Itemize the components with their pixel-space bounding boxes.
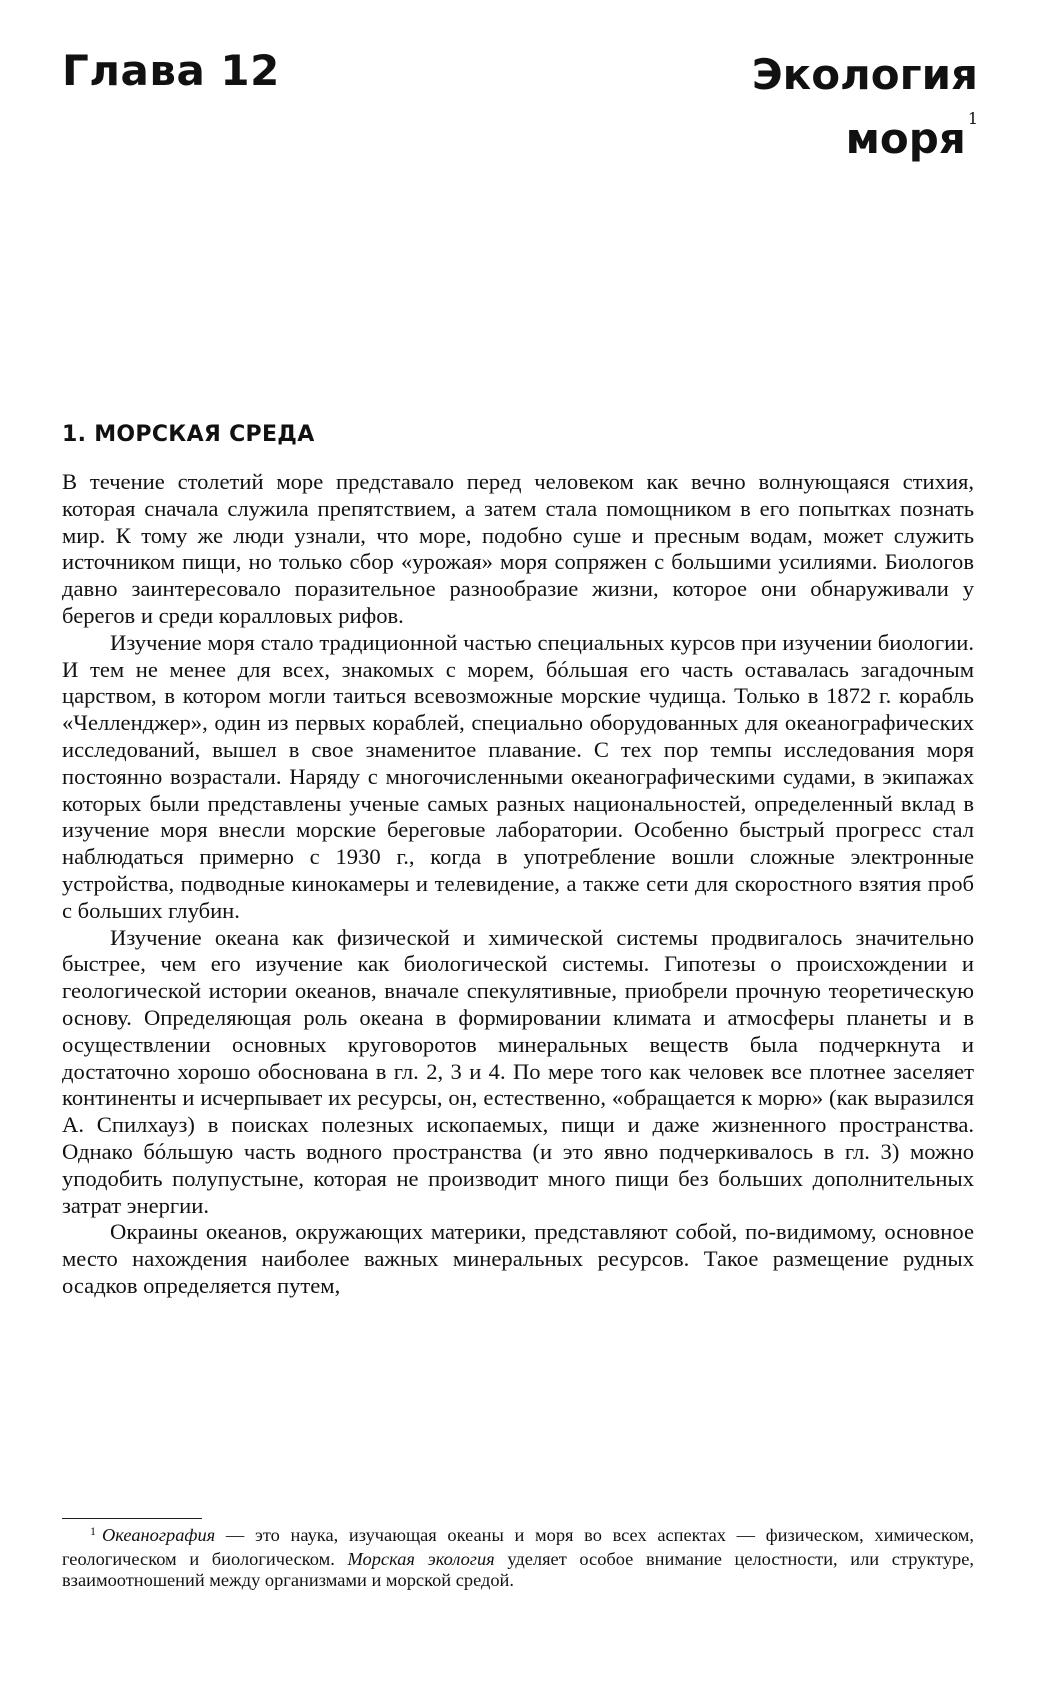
paragraph-2: Изучение моря стало традиционной частью специальных курсов при изучении биологии. И тем не менее для всех, знакомых с морем, бóльшая его часть оставалась загадочным царством, в котором могли таиться всевозможные морские чудища. Только в 1872 г. корабль «Челленджер», один из первых кораблей, специально оборудованных для океанографических исследований, вышел в свое знаменитое плавание. С тех пор темпы исследования моря постоянно возрастали. Наряду с многочисленными океанографическими судами, в экипажах которых были представлены ученые самых разных национальностей, определенный вклад в изучение моря внесли морские береговые лаборатории. Особенно быстрый прогресс стал наблюдаться примерно с 1930 г., когда в употребление вошли сложные электронные устройства, подводные кинокамеры и телевидение, а также сети для скоростного взятия проб с больших глубин. [62, 629, 974, 923]
chapter-title-line1: Экология [751, 50, 978, 99]
footnote [62, 1525, 974, 1592]
footnote-text-2: уделяет особое внимание целостности, или структуре, взаимоотношений между организмами и морской средой. [62, 1548, 974, 1590]
body-text [62, 469, 974, 1300]
footnote-reference-mark[interactable]: 1 [967, 109, 978, 128]
paragraph-1: В течение столетий море представало перед человеком как вечно волнующаяся стихия, которая сначала служила препятствием, а затем стала помощником в его попытках познать мир. К тому же люди узнали, что море, подобно суше и пресным водам, может служить источником пищи, но только сбор «урожая» моря сопряжен с большими усилиями. Биологов давно заинтересовало поразительное разнообразие жизни, которое они обнаруживали у берегов и среди коралловых рифов. [62, 469, 974, 628]
section-heading: 1. МОРСКАЯ СРЕДА [62, 422, 315, 447]
chapter-title-line2: моря [845, 114, 966, 163]
footnote-text-1: — это наука, изучающая океаны и моря во всех аспектах — физическом, химическом, геологическом и биологическом. [62, 1525, 974, 1569]
chapter-label: Глава 12 [62, 46, 280, 95]
footnote-mark: 1 [90, 1524, 96, 1538]
paragraph-4: Окраины океанов, окружающих материки, представляют собой, по-видимому, основное место нахождения наиболее важных минеральных ресурсов. Такое размещение рудных осадков определяется путем, [62, 1219, 974, 1298]
paragraph-3: Изучение океана как физической и химической системы продвигалось значительно быстрее, чем его изучение как биологической системы. Гипотезы о происхождении и геологической истории океанов, вначале спекулятивные, приобрели прочную теоретическую основу. Определяющая роль океана в формировании климата и атмосферы планеты и в осуществлении основных круговоротов минеральных веществ была подчеркнута и достаточно хорошо обоснована в гл. 2, 3 и 4. По мере того как человек все плотнее заселяет континенты и исчерпывает их ресурсы, он, естественно, «обращается к морю» (как выразился А. Спилхауз) в поисках полезных ископаемых, пищи и даже жизненного пространства. Однако бóльшую часть водного пространства (и это явно подчеркивалось в гл. 3) можно уподобить полупустыне, которая не производит много пищи без больших дополнительных затрат энергии. [62, 924, 974, 1218]
footnote-term-marine-ecology: Морская экология [347, 1548, 495, 1569]
chapter-title-line2-wrap [846, 104, 978, 168]
footnote-divider [62, 1518, 202, 1519]
chapter-title [752, 46, 978, 168]
footnote-term-oceanography: Океанография [102, 1525, 216, 1545]
